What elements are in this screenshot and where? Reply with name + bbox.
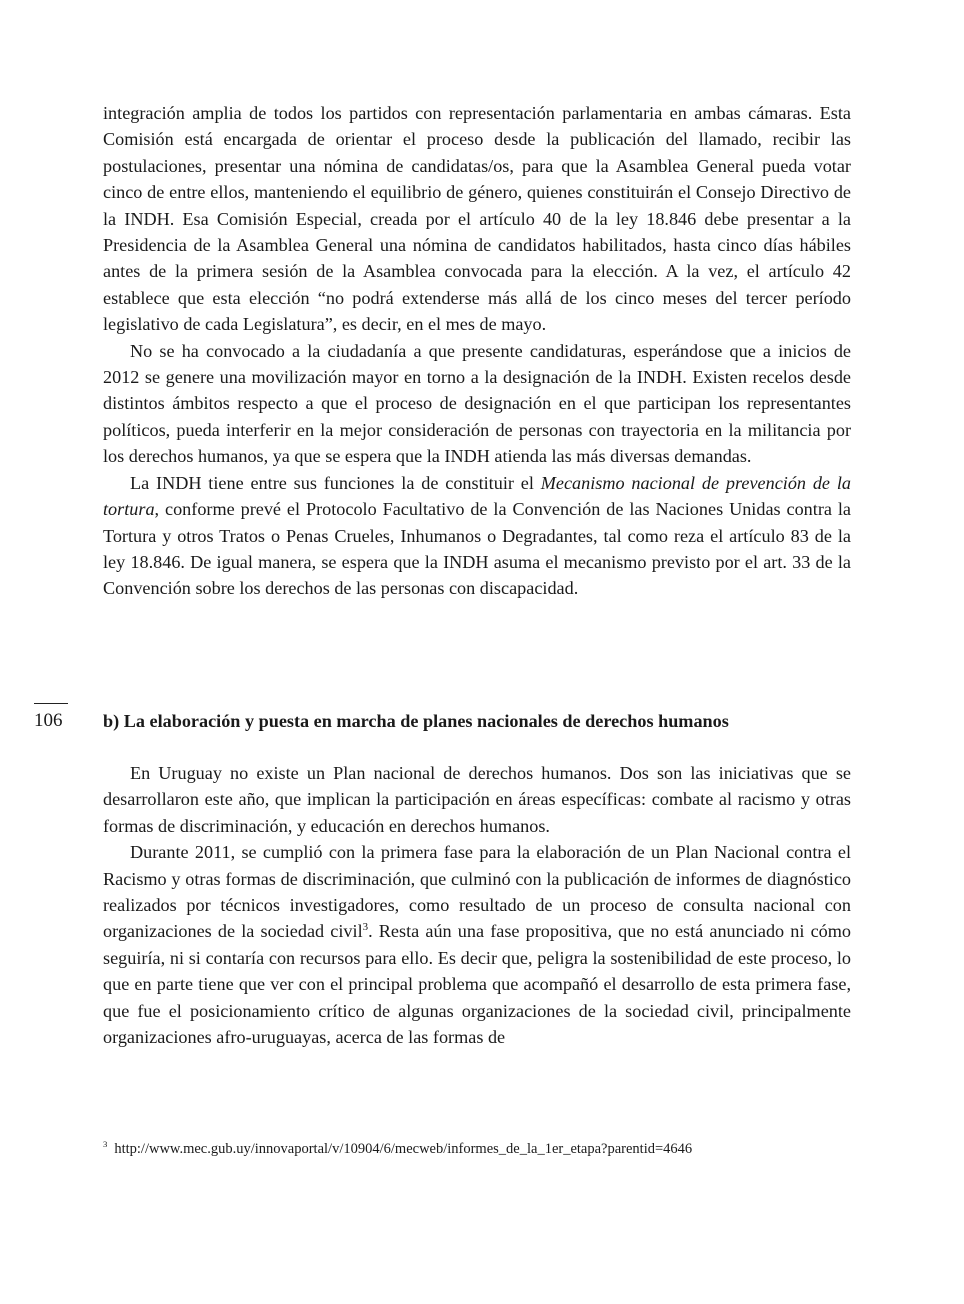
- footnote-reference[interactable]: 3: [362, 921, 369, 934]
- paragraph-1: integración amplia de todos los partidos con representación parlamentaria en ambas cámaras. Esta Comisión está encargada de orientar el proceso desde la publicación del llamado, recibir las postulaciones, presentar una nómina de candidatas/os, para que la Asamblea General pueda votar cinco de entre ellos, manteniendo el equilibrio de género, quienes constituirán el Consejo Directivo de la INDH. Esa Comisión Especial, creada por el artículo 40 de la ley 18.846 debe presentar a la Presidencia de la Asamblea General una nómina de candidatos habilitados, hasta cinco días hábiles antes de la primera sesión de la Asamblea convocada para la elección. A la vez, el artículo 42 establece que esta elección “no podrá extenderse más allá de los cinco meses del tercer período legislativo de cada Legislatura”, es decir, en el mes de mayo.: [103, 103, 851, 335]
- footnote-marker: 3: [103, 1139, 108, 1150]
- paragraph-5: [103, 839, 851, 1050]
- paragraph-3-text-start: La INDH tiene entre sus funciones la de constituir el: [130, 472, 541, 493]
- paragraph-5-text-start: Durante 2011, se cumplió con la primera fase para la elaboración de un Plan Nacional contra el Racismo y otras formas de discriminación, que culminó con la publicación de informes de diagnóstico realizados por técnicos investigadores, como resultado de un proceso de consulta nacional con organizaciones de la sociedad civil: [103, 842, 851, 942]
- paragraph-3: [103, 470, 851, 602]
- paragraph-3-italic: Mecanismo nacional de prevención de la tortura: [103, 472, 851, 520]
- paragraph-3-text-end: , conforme prevé el Protocolo Facultativo de la Convención de las Naciones Unidas contra la Tortura y otros Tratos o Penas Crueles, Inhumanos o Degradantes, tal como reza el artículo 83 de la ley 18.846. De igual manera, se espera que la INDH asuma el mecanismo previsto por el art. 33 de la Convención sobre los derechos de las personas con discapacidad.: [103, 499, 851, 599]
- paragraph-5-text-end: . Resta aún una fase propositiva, que no está anunciado ni cómo seguiría, ni si contaría con recursos para ello. Es decir que, peligra la sostenibilidad de este proceso, lo que en parte tiene que ver con el principal problema que acompañó el desarrollo de esta primera fase, que fue el posicionamiento crítico de algunas organizaciones de la sociedad civil, principalmente organizaciones afro-uruguayas, acerca de las formas de: [103, 921, 851, 1048]
- page-number-rule: [34, 703, 68, 704]
- section-heading: b) La elaboración y puesta en marcha de planes nacionales de derechos humanos: [103, 711, 729, 731]
- footnote-url[interactable]: http://www.mec.gub.uy/innovaportal/v/10904/6/mecweb/informes_de_la_1er_etapa?parentid=4646: [114, 1141, 693, 1157]
- paragraph-4: En Uruguay no existe un Plan nacional de derechos humanos. Dos son las iniciativas que se desarrollaron este año, que implican la participación en áreas específicas: combate al racismo y otras formas de discriminación, y educación en derechos humanos.: [103, 763, 851, 836]
- body-lower: [103, 760, 851, 1050]
- paragraph-2: No se ha convocado a la ciudadanía a que presente candidaturas, esperándose que a inicios de 2012 se genere una movilización mayor en torno a la designación de la INDH. Existen recelos desde distintos ámbitos respecto a que el proceso de designación en el que participan los representantes políticos, pueda interferir en la mejor consideración de personas con trayectoria en la militancia por los derechos humanos, ya que se espera que la INDH atienda las más diversas demandas.: [103, 340, 851, 467]
- page-number: 106: [34, 710, 63, 731]
- body-upper: [103, 100, 851, 602]
- footnote: [103, 1139, 851, 1159]
